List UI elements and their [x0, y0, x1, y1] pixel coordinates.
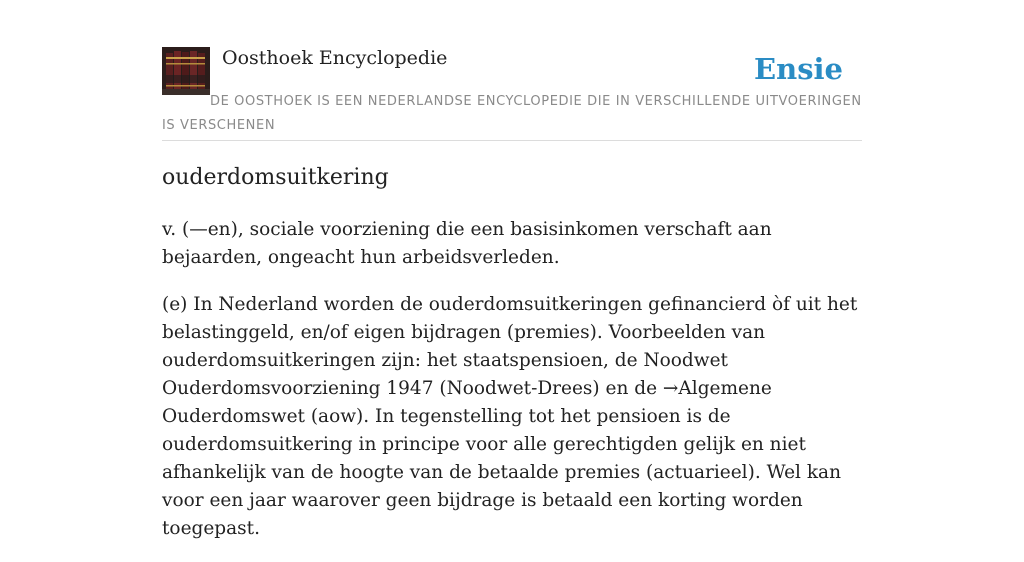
- article-body-text-continued: (aow). In tegenstelling tot het pensioen is de ouderdomsuitkering in principe voor alle gerechtigden gelijk en niet afhankelijk van de hoogte van de betaalde premies (actuarieel). Wel kan voor een jaar waarover geen bijdrage is betaald een korting worden toegepast.: [162, 406, 841, 539]
- encyclopedia-avatar-icon[interactable]: [162, 47, 210, 95]
- article: [162, 160, 862, 562]
- site-header: [162, 46, 862, 141]
- algemene-ouderdomswet-link[interactable]: →Algemene Ouderdomswet: [162, 378, 772, 427]
- site-title-link[interactable]: Oosthoek Encyclopedie: [222, 47, 448, 69]
- article-body-text: (e) In Nederland worden de ouderdomsuitkeringen gefinancierd òf uit het belastinggeld, en/of eigen bijdragen (premies). Voorbeelden van ouderdomsuitkeringen zijn: het staatspensioen, de Noodwet Ouderdomsvoorziening 1947 (Noodwet-Drees) en de: [162, 294, 858, 399]
- site-tagline: DE OOSTHOEK IS EEN NEDERLANDSE ENCYCLOPEDIE DIE IN VERSCHILLENDE UITVOERINGEN IS VERSCHENEN: [162, 94, 862, 133]
- article-definition: v. (—en), sociale voorziening die een basisinkomen verschaft aan bejaarden, ongeacht hun arbeidsverleden.: [162, 219, 772, 268]
- article-body: [162, 291, 862, 543]
- ensie-brand-logo[interactable]: Ensie: [754, 52, 843, 86]
- encyclopedia-books-icon: [162, 47, 210, 95]
- article-title: ouderdomsuitkering: [162, 165, 389, 190]
